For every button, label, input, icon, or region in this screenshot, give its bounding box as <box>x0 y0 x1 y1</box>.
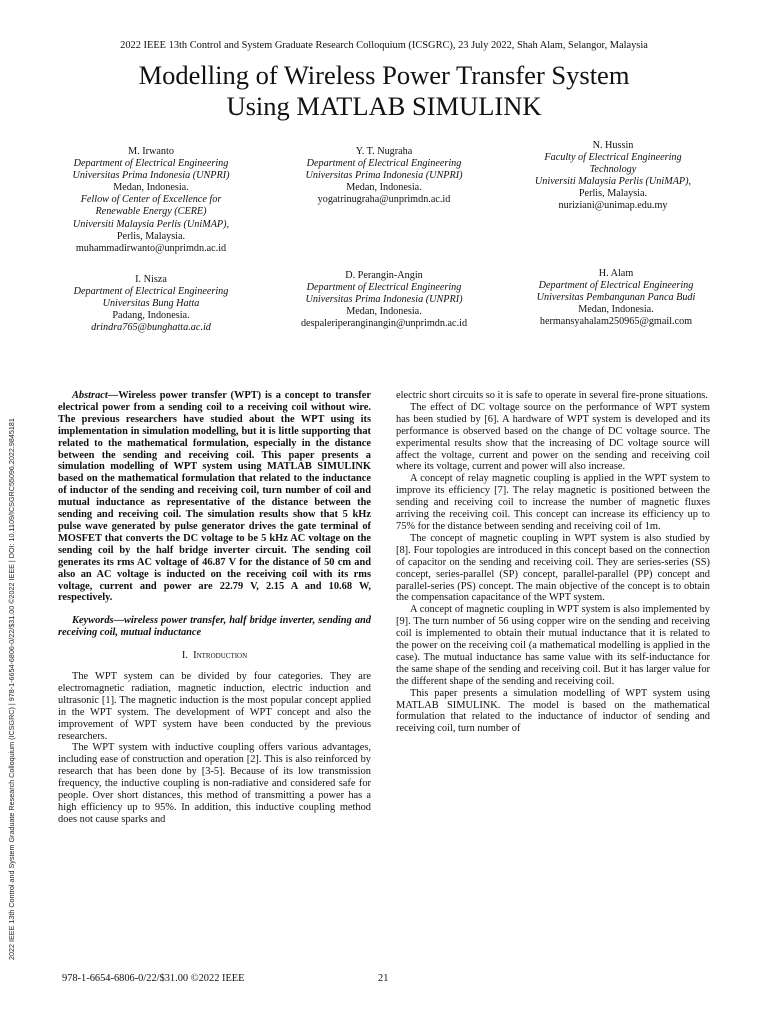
paragraph: The WPT system can be divided by four categories. They are electromagnetic radiation, magnetic induction, electric induction and ultrasonic [1]. The magnetic induction is the most popular concept applied in the WPT system. The development of WPT concept and also the improvement of WPT system have been conducted by the previous researchers. <box>58 671 371 742</box>
author-block-1 <box>40 146 262 255</box>
author-affiliation: Renewable Energy (CERE) <box>95 206 207 218</box>
author-affiliation: Department of Electrical Engineering <box>306 282 462 294</box>
author-name: N. Hussin <box>592 140 634 151</box>
footer-copyright: 978-1-6654-6806-0/22/$31.00 ©2022 IEEE <box>62 973 245 984</box>
author-block-4 <box>40 274 262 334</box>
author-affiliation: Universiti Malaysia Perlis (UniMAP), <box>534 176 692 188</box>
abstract-text: Wireless power transfer (WPT) is a concept to transfer electrical power from a sending coil to a receiving coil without wire. The previous researchers have studied about the WPT using its implementation in simulation modelling, but it is little supporting that related to the mathematical formulation, especially in the distance between the sending and receiving coil. This paper presents a simulation modelling of WPT system using MATLAB SIMULINK based on the mathematical formulation that related to the inductance of inductor of the sending and receiving coil, turn number of coil and mutual inductance as representative of the distance between the sending and receiving coil. The simulation results show that 5 kHz pulse wave generated by pulse generator drives the gate terminal of MOSFET that converts the DC voltage to be 5 kHz AC voltage on the sending coil by the half bridge inverter circuit. The sending coil generates its rms AC voltage of 46.87 V for the distance of 50 cm and also an AC voltage is inducted on the receiving coil with its rms voltage, current and power are 22.79 V, 2.15 A and 10.68 W, respectively. <box>58 390 371 604</box>
author-name: M. Irwanto <box>128 146 174 157</box>
author-location: Medan, Indonesia. <box>113 182 189 194</box>
author-affiliation: Fellow of Center of Excellence for <box>80 194 222 206</box>
author-location: Medan, Indonesia. <box>578 304 654 316</box>
author-affiliation: Faculty of Electrical Engineering <box>544 152 682 164</box>
abstract-label: Abstract— <box>72 390 119 401</box>
author-location: Medan, Indonesia. <box>346 306 422 318</box>
paragraph: The effect of DC voltage source on the performance of WPT system has been studied by [6]. A hardware of WPT system is developed and its performance is observed based on the change of DC voltage source. The experimental results show that the increasing of DC voltage source will affect the voltage, current and power on the sending and receiving coil where its voltage, current and power will also increase. <box>396 401 710 473</box>
author-email: hermansyahalam250965@gmail.com <box>539 316 693 328</box>
left-column <box>58 390 371 826</box>
author-affiliation: Universitas Bung Hatta <box>102 298 200 310</box>
title-line-1: Modelling of Wireless Power Transfer System <box>138 60 630 90</box>
author-location: Perlis, Malaysia. <box>578 188 648 200</box>
author-affiliation: Universitas Prima Indonesia (UNPRI) <box>305 170 463 182</box>
page-number: 21 <box>378 973 389 984</box>
author-affiliation: Department of Electrical Engineering <box>73 286 229 298</box>
author-affiliation: Universitas Prima Indonesia (UNPRI) <box>305 294 463 306</box>
author-email: muhammadirwanto@unprimdn.ac.id <box>75 242 227 254</box>
author-affiliation: Department of Electrical Engineering <box>306 158 462 170</box>
conference-header: 2022 IEEE 13th Control and System Graduate Research Colloquium (ICSGRC), 23 July 2022, Shah Alam, Selangor, Malaysia <box>120 40 648 51</box>
author-affiliation: Universiti Malaysia Perlis (UniMAP), <box>72 218 230 230</box>
author-name: D. Perangin-Angin <box>345 270 423 281</box>
author-email: despaleriperanginangin@unprimdn.ac.id <box>300 318 468 330</box>
paragraph: This paper presents a simulation modelling of WPT system using MATLAB SIMULINK. The model is based on the mathematical formulation that related to the inductance of inductor of sending and receiving coil, turn number of <box>396 687 710 735</box>
paragraph: A concept of relay magnetic coupling is applied in the WPT system to improve its efficiency [7]. The relay magnetic is positioned between the sending and receiving coil to increase the number of magnetic fluxes arriving the receiving coil. This concept can increase its efficiency up to 75% for the distance between sending and receiving coil of 1m. <box>396 473 710 532</box>
paragraph: electric short circuits so it is safe to operate in several fire-prone situations. <box>396 390 708 401</box>
author-email: drindra765@bunghatta.ac.id <box>91 322 211 334</box>
paper-title <box>40 60 728 122</box>
author-name: H. Alam <box>598 268 634 279</box>
author-email: nuriziani@unimap.edu.my <box>558 200 668 212</box>
author-name: Y. T. Nugraha <box>355 146 413 157</box>
author-affiliation: Universitas Prima Indonesia (UNPRI) <box>72 170 230 182</box>
author-location: Padang, Indonesia. <box>112 310 190 322</box>
right-column <box>396 390 710 735</box>
author-location: Medan, Indonesia. <box>346 182 422 194</box>
author-location: Perlis, Malaysia. <box>116 230 186 242</box>
author-affiliation: Universitas Pembangunan Panca Budi <box>536 292 696 304</box>
abstract <box>58 390 371 604</box>
author-affiliation: Department of Electrical Engineering <box>73 158 229 170</box>
section-heading <box>58 650 371 662</box>
author-block-2 <box>273 146 495 206</box>
side-citation-text: 2022 IEEE 13th Control and System Graduate Research Colloquium (ICSGRC) | 978-1-6654-6806-0/22/$31.00 ©2022 IEEE | DOI: 10.1109/ICSGRC55096.2022.9845181 <box>7 418 16 960</box>
author-name: I. Nisza <box>135 274 167 285</box>
author-affiliation: Technology <box>589 164 637 176</box>
title-line-2: Using MATLAB SIMULINK <box>226 91 542 121</box>
section-number: I. <box>181 650 188 662</box>
paragraph: The WPT system with inductive coupling offers various advantages, including ease of construction and operation [2]. This is also reinforced by research that has been done by [3-5]. Because of its low transmission frequency, the inductive coupling is non-radiative and considered safe for people. Over short distances, this method of transmitting a power has a high efficiency up to 95%. In addition, this inductive coupling method does not cause sparks and <box>58 742 371 825</box>
keywords: Keywords—wireless power transfer, half bridge inverter, sending and receiving coil, mutual inductance <box>58 615 371 639</box>
paragraph: A concept of magnetic coupling in WPT system is also implemented by [9]. The turn number of 56 using copper wire on the sending and receiving coil is implemented to obtain their mutual inductance that it is related to the power on the receiving coil (a mathematical modelling is applied in the case). The mutual inductance has same value with its self-inductance for the same shape of the sending and receiving coil. But it has larger value for the different shape of the sending and receiving coil. <box>396 604 710 687</box>
author-block-5 <box>266 270 502 330</box>
author-block-6 <box>505 268 727 328</box>
paragraph: The concept of magnetic coupling in WPT system is also studied by [8]. Four topologies are introduced in this concept based on the connection of capacitor on the sending and receiving coil. They are series-series (SS) concept, series-parallel (SP) concept, parallel-parallel (PP) concept and parallel-series (PS) concept. The main objective of the concept is to obtain the compensation capacitance of the WPT system. <box>396 532 710 604</box>
author-email: yogatrinugraha@unprimdn.ac.id <box>317 194 451 206</box>
author-block-3 <box>502 140 724 213</box>
author-affiliation: Department of Electrical Engineering <box>538 280 694 292</box>
section-title: Introduction <box>193 650 248 662</box>
